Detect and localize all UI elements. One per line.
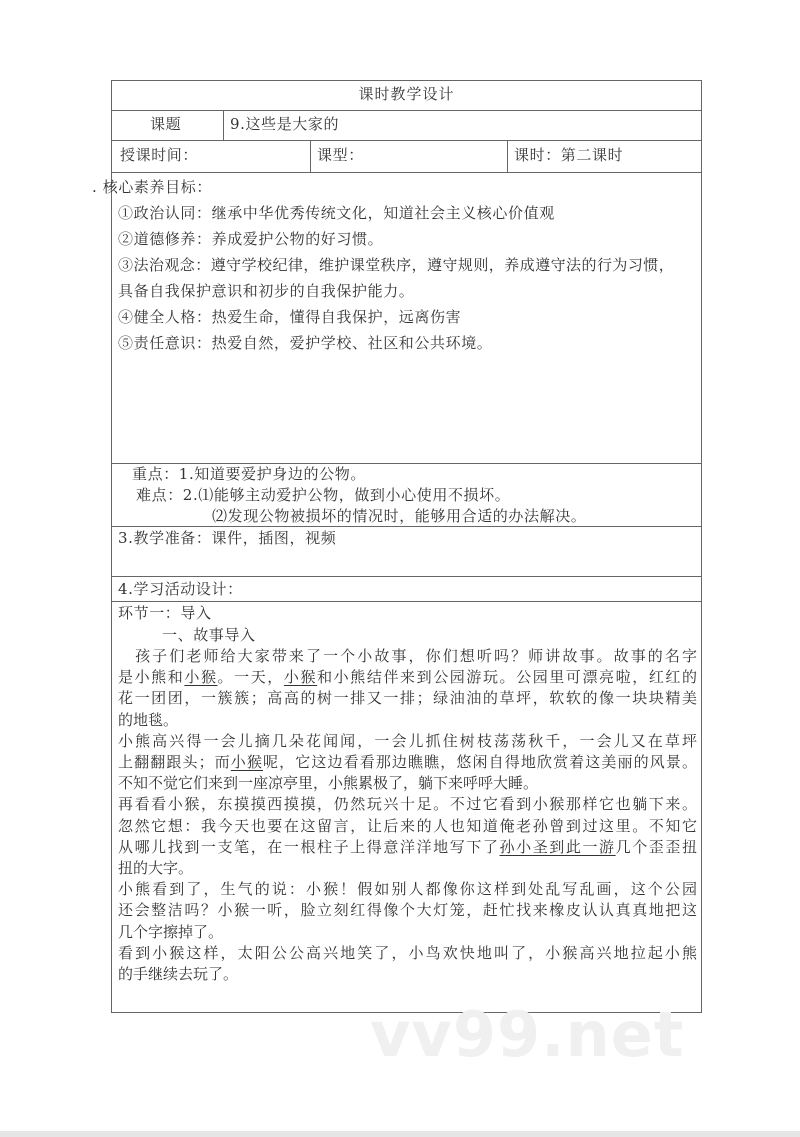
story-text-segment: 呢，它这边看看那边瞧瞧，悠闲自得地欣赏着这美丽的风景。 [263,753,697,772]
story-line [118,667,697,688]
preparation-row [112,527,701,577]
core-heading: . 核心素养目标： [92,178,212,196]
period-value: 课时：第二课时 [514,146,624,164]
story-line [118,816,697,837]
story-line [118,837,697,858]
core-item: ④健全人格：热爱生命，懂得自我保护，远离伤害 [118,308,462,326]
underlined-text: 小猴 [230,753,264,772]
preparation-text: 3.教学准备：课件，插图，视频 [118,529,337,547]
time-label: 授课时间： [120,146,199,164]
type-label: 课型： [317,146,364,164]
core-item: ②道德修养：养成爱护公物的好习惯。 [118,230,384,248]
core-goals-row [92,174,701,464]
story-line [118,646,697,667]
story-line [118,710,697,731]
story-text-segment: 还会整洁吗？小猴一听，脸立刻红得像个大灯笼，赶忙找来橡皮认认真真地把这 [118,901,697,920]
focus-text: 重点：1.知道要爱护身边的公物。 [132,465,366,483]
activity-heading: 4.学习活动设计： [118,580,243,598]
story-text-segment: 小熊看到了，生气的说：小猴！假如别人都像你这样到处乱写乱画，这个公园 [118,880,697,899]
key-points-row [112,464,701,527]
story-line [118,731,697,752]
story-line [118,794,697,815]
difficulty-text: 难点：2.⑴能够主动爱护公物，做到小心使用不损坏。 [136,486,511,504]
core-item: 具备自我保护意识和初步的自我保护能力。 [118,282,415,300]
activity-heading-row [112,577,701,602]
topic-row [112,111,701,141]
story-text-segment: 和小熊结伴来到公园游玩。公园里可漂亮啦，红红的 [317,668,697,687]
story-text-segment: 小熊高兴得一会儿摘几朵花闻闻，一会儿抓住树枝荡荡秋千，一会儿又在草坪 [118,731,697,750]
story-text-segment: 是小熊和 [118,668,185,687]
story-text-segment: 忽然它想：我今天也要在这留言，让后来的人也知道俺老孙曾到过这里。不知它 [118,816,697,835]
story-text-segment: 再看看小猴，东摸摸西摸摸，仍然玩兴十足。不过它看到小猴那样它也躺下来。 [118,795,697,814]
story-text-segment: 的手继续去玩了。 [118,965,239,984]
story-text-segment: 不知不觉它们来到一座凉亭里，小熊累极了，躺下来呼呼大睡。 [118,774,539,793]
core-item: ③法治观念：遵守学校纪律，维护课堂秩序，遵守规则，养成遵守法的行为习惯， [118,256,675,274]
section-heading: 环节一：导入 [118,604,212,622]
story-text-segment: 花一团团，一簇簇；高高的树一排又一排；绿油油的草坪，软软的像一块块精美 [118,689,697,708]
difficulty-text-2: ⑵发现公物被损坏的情况时，能够用合适的办法解决。 [212,507,587,525]
underlined-text: 小猴 [184,668,218,687]
story-line [118,752,697,773]
story-line [118,773,697,794]
story-line [118,964,697,985]
story-text [112,646,701,985]
story-text-segment: 扭的大字。 [118,859,194,878]
story-line [118,900,697,921]
story-text-segment: 几个字擦掉了。 [118,922,224,941]
story-line [118,879,697,900]
topic-label: 课题 [150,115,182,133]
story-text-segment: 。一天， [217,668,284,687]
story-line [118,943,697,964]
core-item: ①政治认同：继承中华优秀传统文化，知道社会主义核心价值观 [118,204,555,222]
underlined-text: 小猴 [283,668,318,687]
underlined-text: 孙小圣到此一游 [499,837,616,856]
type-cell [310,141,508,172]
watermark: vv99.net [370,998,685,1071]
story-text-segment: 几个歪歪扭 [615,837,697,856]
story-text-segment: 从哪儿找到一支笔，在一根柱子上得意洋洋地写下了 [118,837,500,856]
story-line [118,922,697,943]
story-text-segment: 上翻翻跟头；而 [118,753,231,772]
story-line [118,858,697,879]
page-bottom-edge [0,1131,800,1137]
story-text-segment: 孩子们老师给大家带来了一个小故事，你们想听吗？师讲故事。故事的名字 [118,647,697,665]
page-title: 课时教学设计 [358,85,455,103]
lesson-plan-table [92,80,702,1013]
story-text-segment: 看到小猴这样，太阳公公高兴地笑了，小鸟欢快地叫了，小猴高兴地拉起小熊 [118,943,697,962]
activity-row [112,602,701,1012]
period-cell [507,141,701,172]
story-text-segment: 的地毯。 [118,710,179,729]
topic-value: 9.这些是大家的 [230,115,340,133]
info-row [112,141,701,173]
topic-cell [223,111,701,140]
core-item: ⑤责任意识：热爱自然，爱护学校、社区和公共环境。 [118,334,493,352]
subsection-heading: 一、故事导入 [162,626,256,644]
story-line [118,688,697,709]
title-row [112,81,701,111]
